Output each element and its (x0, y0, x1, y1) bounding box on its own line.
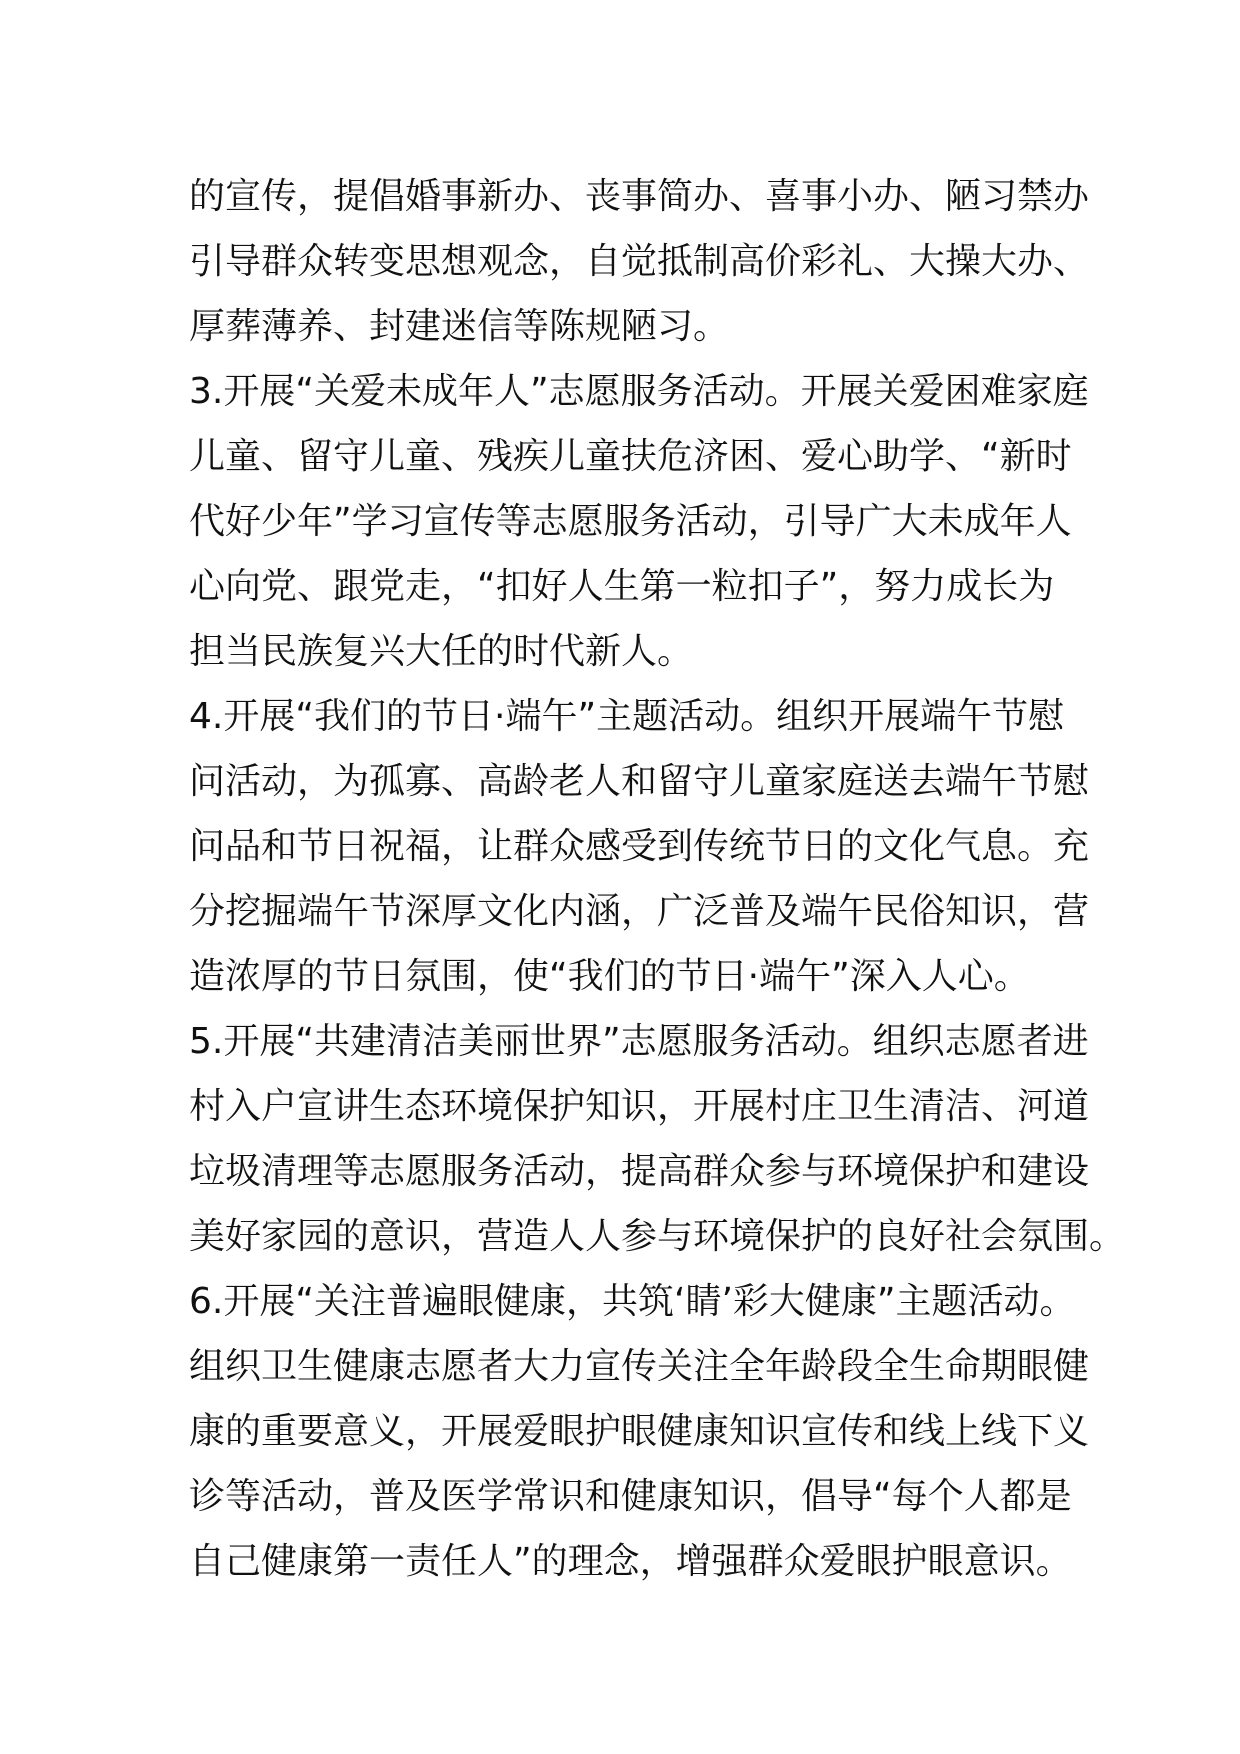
text-line: 3.开展“关爱未成年人”志愿服务活动。开展关爱困难家庭 (189, 371, 1089, 412)
text-line: 担当民族复兴大任的时代新人。 (189, 631, 694, 672)
text-line: 厚葬薄养、封建迷信等陈规陋习。 (189, 306, 730, 347)
text-line: 儿童、留守儿童、残疾儿童扶危济困、爱心助学、“新时 (189, 436, 1072, 477)
text-line: 问品和节日祝福，让群众感受到传统节日的文化气息。充 (189, 826, 1090, 867)
text-line: 代好少年”学习宣传等志愿服务活动，引导广大未成年人 (189, 501, 1072, 542)
text-line: 分挖掘端午节深厚文化内涵，广泛普及端午民俗知识，营 (189, 891, 1090, 932)
text-line: 组织卫生健康志愿者大力宣传关注全年龄段全生命期眼健 (189, 1346, 1090, 1387)
text-line: 造浓厚的节日氛围，使“我们的节日·端午”深入人心。 (189, 956, 1030, 997)
text-line: 心向党、跟党走，“扣好人生第一粒扣子”，努力成长为 (189, 566, 1055, 607)
text-line: 引导群众转变思想观念，自觉抵制高价彩礼、大操大办、 (189, 241, 1090, 282)
body-text (189, 164, 1126, 1594)
text-line: 康的重要意义，开展爱眼护眼健康知识宣传和线上线下义 (189, 1411, 1090, 1452)
text-line: 自己健康第一责任人”的理念，增强群众爱眼护眼意识。 (189, 1541, 1072, 1582)
text-line: 村入户宣讲生态环境保护知识，开展村庄卫生清洁、河道 (189, 1086, 1090, 1127)
text-line: 5.开展“共建清洁美丽世界”志愿服务活动。组织志愿者进 (189, 1021, 1089, 1062)
text-line: 诊等活动，普及医学常识和健康知识，倡导“每个人都是 (189, 1476, 1072, 1517)
text-line: 问活动，为孤寡、高龄老人和留守儿童家庭送去端午节慰 (189, 761, 1090, 802)
text-line: 6.开展“关注普遍眼健康，共筑‘睛’彩大健康”主题活动。 (189, 1281, 1076, 1322)
text-line: 美好家园的意识，营造人人参与环境保护的良好社会氛围。 (189, 1216, 1126, 1257)
text-line: 的宣传，提倡婚事新办、丧事简办、喜事小办、陋习禁办 (189, 176, 1090, 217)
text-line: 4.开展“我们的节日·端午”主题活动。组织开展端午节慰 (189, 696, 1065, 737)
text-line: 垃圾清理等志愿服务活动，提高群众参与环境保护和建设 (189, 1151, 1090, 1192)
